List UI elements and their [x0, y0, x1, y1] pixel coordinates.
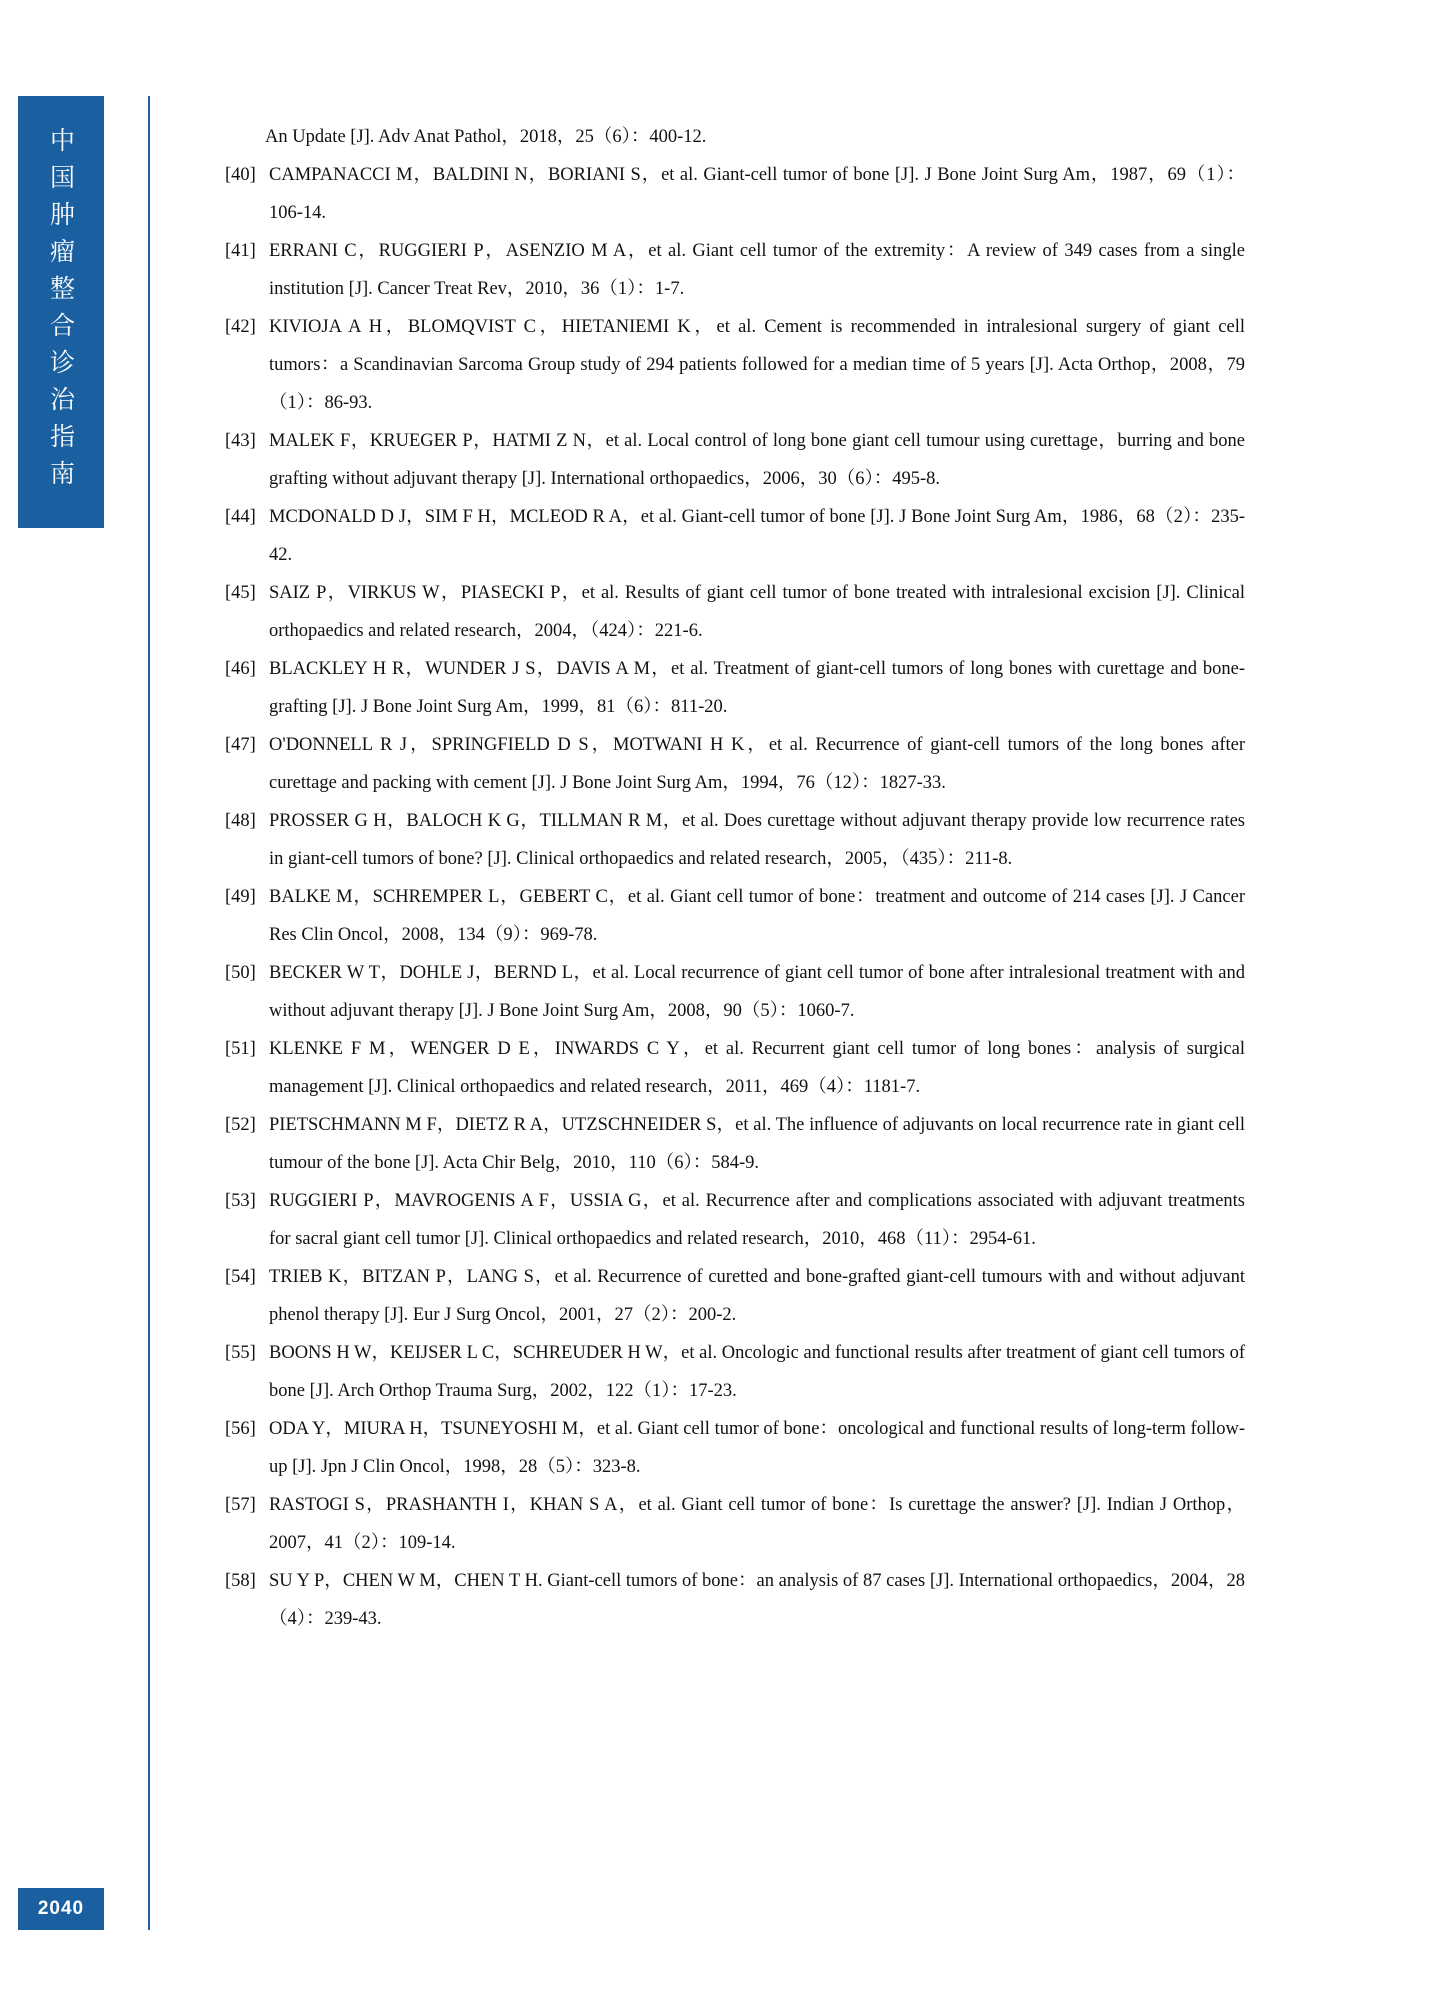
reference-number: [54]	[225, 1267, 256, 1287]
reference-text: CAMPANACCI M，BALDINI N，BORIANI S，et al. Giant-cell tumor of bone [J]. J Bone Joint Surg Am，1987，69（1）：106-14.	[269, 165, 1245, 223]
reference-entries	[225, 156, 1245, 1638]
sidebar-vertical-title-tab	[18, 96, 104, 528]
reference-number: [57]	[225, 1495, 256, 1515]
reference-item	[225, 422, 1245, 498]
reference-text: ODA Y，MIURA H，TSUNEYOSHI M，et al. Giant cell tumor of bone：oncological and functional results of long-term follow-up [J]. Jpn J Clin Oncol，1998，28（5）：323-8.	[269, 1419, 1245, 1477]
reference-item	[225, 954, 1245, 1030]
reference-text: BECKER W T，DOHLE J，BERND L，et al. Local recurrence of giant cell tumor of bone after intralesional treatment with and without adjuvant therapy [J]. J Bone Joint Surg Am，2008，90（5）：1060-7.	[269, 963, 1245, 1021]
reference-text: O'DONNELL R J，SPRINGFIELD D S，MOTWANI H K，et al. Recurrence of giant-cell tumors of the long bones after curettage and packing with cement [J]. J Bone Joint Surg Am，1994，76（12）：1827-33.	[269, 735, 1245, 793]
reference-item	[225, 1486, 1245, 1562]
reference-item	[225, 1182, 1245, 1258]
reference-text: ERRANI C，RUGGIERI P，ASENZIO M A，et al. Giant cell tumor of the extremity：A review of 349 cases from a single institution [J]. Cancer Treat Rev，2010，36（1）：1-7.	[269, 241, 1245, 299]
reference-item	[225, 878, 1245, 954]
reference-number: [48]	[225, 811, 256, 831]
reference-number: [51]	[225, 1039, 256, 1059]
reference-item	[225, 802, 1245, 878]
reference-text: RUGGIERI P，MAVROGENIS A F，USSIA G，et al. Recurrence after and complications associated with adjuvant treatments for sacral giant cell tumor [J]. Clinical orthopaedics and related research，2010，468（11）：2954-61.	[269, 1191, 1245, 1249]
reference-item	[225, 1106, 1245, 1182]
reference-item	[225, 574, 1245, 650]
page-number-text: 2040	[37, 1898, 85, 1919]
reference-text: PIETSCHMANN M F，DIETZ R A，UTZSCHNEIDER S，et al. The influence of adjuvants on local recurrence rate in giant cell tumour of the bone [J]. Acta Chir Belg，2010，110（6）：584-9.	[269, 1115, 1245, 1173]
reference-number: [40]	[225, 165, 256, 185]
reference-item	[225, 650, 1245, 726]
reference-number: [49]	[225, 887, 256, 907]
reference-text: PROSSER G H，BALOCH K G，TILLMAN R M，et al. Does curettage without adjuvant therapy provide low recurrence rates in giant-cell tumors of bone? [J]. Clinical orthopaedics and related research，2005，（435）：211-8.	[269, 811, 1245, 869]
reference-item	[225, 1258, 1245, 1334]
reference-number: [43]	[225, 431, 256, 451]
reference-number: [46]	[225, 659, 256, 679]
reference-text: RASTOGI S，PRASHANTH I，KHAN S A，et al. Giant cell tumor of bone：Is curettage the answer? [J]. Indian J Orthop，2007，41（2）：109-14.	[269, 1495, 1245, 1553]
reference-text: MCDONALD D J，SIM F H，MCLEOD R A，et al. Giant-cell tumor of bone [J]. J Bone Joint Surg Am，1986，68（2）：235-42.	[269, 507, 1245, 565]
reference-list	[225, 118, 1245, 1638]
reference-number: [47]	[225, 735, 256, 755]
reference-text: BALKE M，SCHREMPER L，GEBERT C，et al. Giant cell tumor of bone：treatment and outcome of 214 cases [J]. J Cancer Res Clin Oncol，2008，134（9）：969-78.	[269, 887, 1245, 945]
reference-item	[225, 1030, 1245, 1106]
page-number-badge	[18, 1888, 104, 1930]
reference-number: [56]	[225, 1419, 256, 1439]
reference-item	[225, 308, 1245, 422]
reference-item	[225, 156, 1245, 232]
sidebar-vertical-title-text: 中国肿瘤整合诊治指南	[46, 127, 76, 497]
reference-item	[225, 498, 1245, 574]
reference-text: MALEK F，KRUEGER P，HATMI Z N，et al. Local control of long bone giant cell tumour using curettage，burring and bone grafting without adjuvant therapy [J]. International orthopaedics，2006，30（6）：495-8.	[269, 431, 1245, 489]
reference-text: SU Y P，CHEN W M，CHEN T H. Giant-cell tumors of bone：an analysis of 87 cases [J]. International orthopaedics，2004，28（4）：239-43.	[269, 1571, 1245, 1629]
reference-number: [53]	[225, 1191, 256, 1211]
reference-number: [58]	[225, 1571, 256, 1591]
reference-text: KIVIOJA A H，BLOMQVIST C，HIETANIEMI K，et al. Cement is recommended in intralesional surgery of giant cell tumors：a Scandinavian Sarcoma Group study of 294 patients followed for a median time of 5 years [J]. Acta Orthop，2008，79（1）：86-93.	[269, 317, 1245, 413]
reference-item	[225, 232, 1245, 308]
reference-number: [42]	[225, 317, 256, 337]
reference-text: SAIZ P，VIRKUS W，PIASECKI P，et al. Results of giant cell tumor of bone treated with intralesional excision [J]. Clinical orthopaedics and related research，2004，（424）：221-6.	[269, 583, 1245, 641]
reference-number: [44]	[225, 507, 256, 527]
reference-number: [55]	[225, 1343, 256, 1363]
reference-number: [45]	[225, 583, 256, 603]
reference-text: BOONS H W，KEIJSER L C，SCHREUDER H W，et al. Oncologic and functional results after treatment of giant cell tumors of bone [J]. Arch Orthop Trauma Surg，2002，122（1）：17-23.	[269, 1343, 1245, 1401]
reference-item	[225, 1410, 1245, 1486]
reference-number: [52]	[225, 1115, 256, 1135]
reference-item	[225, 1562, 1245, 1638]
reference-text: TRIEB K，BITZAN P，LANG S，et al. Recurrence of curetted and bone-grafted giant-cell tumours with and without adjuvant phenol therapy [J]. Eur J Surg Oncol，2001，27（2）：200-2.	[269, 1267, 1245, 1325]
reference-item	[225, 1334, 1245, 1410]
reference-number: [50]	[225, 963, 256, 983]
vertical-divider	[148, 96, 150, 1930]
reference-number: [41]	[225, 241, 256, 261]
reference-text: KLENKE F M，WENGER D E，INWARDS C Y，et al. Recurrent giant cell tumor of long bones：analysis of surgical management [J]. Clinical orthopaedics and related research，2011，469（4）：1181-7.	[269, 1039, 1245, 1097]
reference-text: BLACKLEY H R，WUNDER J S，DAVIS A M，et al. Treatment of giant-cell tumors of long bones with curettage and bone-grafting [J]. J Bone Joint Surg Am，1999，81（6）：811-20.	[269, 659, 1245, 717]
continued-reference-line: An Update [J]. Adv Anat Pathol，2018，25（6）：400-12.	[265, 127, 707, 147]
reference-item	[225, 726, 1245, 802]
